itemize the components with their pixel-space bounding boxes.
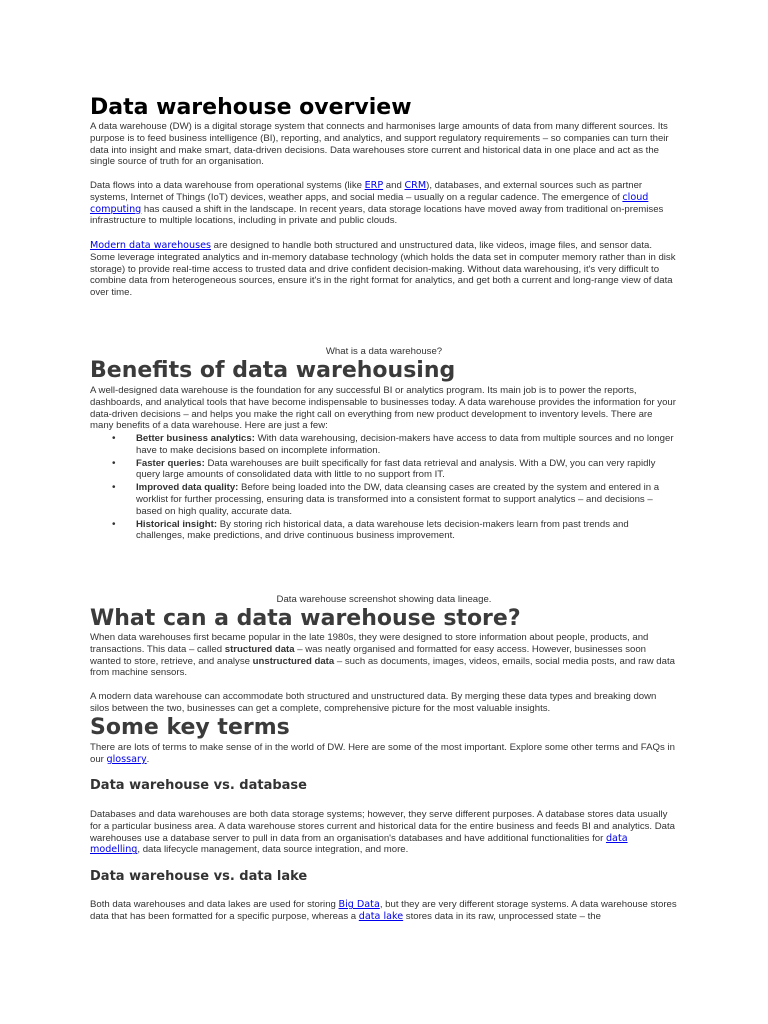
benefits-list — [112, 433, 678, 543]
text-span: ), databases, and external sources such as partner systems, Internet of Things (IoT) devices, weather apps, and social media – usually on a regular cadence. The emergence of — [90, 180, 643, 203]
data-modelling-link[interactable]: data modelling — [90, 832, 628, 856]
bullet-icon: • — [112, 433, 116, 444]
store-heading: What can a data warehouse store? — [90, 606, 521, 631]
dw-vs-data-lake-paragraph — [90, 899, 678, 923]
text-span: – was neatly organised and formatted for easy access. However, businesses soon wanted to store, retrieve, and analyse — [90, 643, 647, 667]
text-span: are designed to handle both structured and unstructured data, like videos, image files, and sensor data. Some leverage integrated analytics and in-memory database technology (which holds the data set in computer memory rather than in disk storage) to provide real-time access to trusted data and drive confident decision-making. Without data warehousing, it's very difficult to combine data from heterogeneous sources, ensure it's in the right format for analytics, and get both a current and long-range view of data over time. — [90, 240, 676, 299]
image-caption-what-is: What is a data warehouse? — [325, 346, 443, 357]
item-text: Data warehouses are built specifically for fast data retrieval and analysis. With a DW, you can very rapidly query large amounts of consolidated data with little to no support from IT. — [136, 457, 656, 481]
page-title: Data warehouse overview — [90, 95, 412, 120]
item-text: With data warehousing, decision-makers have access to data from multiple sources and no longer have to make decisions based on incomplete information. — [136, 433, 674, 456]
bold-term: structured data — [224, 643, 295, 655]
key-terms-heading: Some key terms — [90, 715, 290, 740]
text-span: , but they are very different storage systems. A data warehouse stores data that has been formatted for a specific purpose, whereas a — [90, 899, 677, 922]
modern-data-warehouses-link[interactable]: Modern data warehouses — [90, 240, 211, 251]
cloud-computing-link[interactable]: cloud computing — [90, 191, 649, 215]
image-caption-data-lineage: Data warehouse screenshot showing data lineage. — [276, 594, 492, 605]
list-item — [112, 433, 678, 457]
glossary-link[interactable]: glossary — [106, 753, 147, 765]
benefits-intro: A well-designed data warehouse is the foundation for any successful BI or analytics program. Its main job is to power the reports, dashboards, and analytical tools that have become indispensable to businesses today. A data warehouse provides the information for your data-driven decisions – and helps you make the right call on everything from new product development to inventory levels. There are many benefits of a data warehouse. Here are just a few: — [90, 385, 676, 432]
erp-link[interactable]: ERP — [364, 180, 384, 191]
dw-vs-data-lake-heading: Data warehouse vs. data lake — [90, 869, 308, 884]
bullet-icon: • — [112, 518, 116, 530]
item-label: Historical insight: — [136, 518, 218, 530]
benefits-heading: Benefits of data warehousing — [90, 358, 456, 383]
dw-vs-database-paragraph — [90, 809, 678, 856]
dw-vs-database-heading: Data warehouse vs. database — [90, 778, 307, 793]
data-lake-link[interactable]: data lake — [358, 910, 404, 922]
list-item — [112, 458, 678, 482]
overview-paragraph-3 — [90, 240, 678, 299]
text-span: Data flows into a data warehouse from operational systems (like — [90, 180, 365, 191]
bold-term: unstructured data — [252, 655, 335, 667]
item-label: Improved data quality: — [136, 482, 239, 494]
text-span: has caused a shift in the landscape. In recent years, data storage locations have moved away from traditional on-premises infrastructure to multiple locations, including in private and public clouds. — [90, 203, 664, 227]
store-paragraph-1 — [90, 632, 678, 679]
overview-paragraph-2 — [90, 180, 678, 227]
bullet-icon: • — [112, 457, 116, 469]
text-span: When data warehouses first became popular in the late 1980s, they were designed to store information about people, products, and transactions. This data – called — [90, 632, 649, 655]
text-span: . — [146, 753, 150, 765]
text-span: – such as documents, images, videos, emails, social media posts, and raw data from machine sensors. — [90, 655, 675, 679]
text-span: There are lots of terms to make sense of in the world of DW. Here are some of the most important. Explore some other terms and FAQs in our — [90, 742, 675, 765]
list-item — [112, 482, 678, 517]
text-span: , data lifecycle management, data source integration, and more. — [137, 844, 409, 856]
text-span: and — [383, 180, 405, 191]
item-text: By storing rich historical data, a data warehouse lets decision-makers learn from past trends and challenges, make predictions, and drive continuous business improvement. — [136, 518, 629, 542]
store-paragraph-2: A modern data warehouse can accommodate both structured and unstructured data. By merging these data types and breaking down silos between the two, businesses can get a complete, comprehensive picture for the most valuable insights. — [90, 691, 657, 714]
crm-link[interactable]: CRM — [404, 180, 427, 191]
big-data-link[interactable]: Big Data — [338, 899, 380, 910]
overview-paragraph-1: A data warehouse (DW) is a digital storage system that connects and harmonises large amounts of data from many different sources. Its purpose is to feed business intelligence (BI), reporting, and analytics, and support regulatory requirements – so companies can turn their data into insight and make smart, data-driven decisions. Data warehouses store current and historical data in one place and act as the single source of truth for an organisation. — [90, 121, 669, 168]
list-item — [112, 519, 678, 543]
key-terms-paragraph — [90, 742, 678, 766]
text-span: Databases and data warehouses are both data storage systems; however, they serve different purposes. A database stores data usually for a particular business area. A data warehouse stores current and historical data for the entire business and feeds BI and analytics. Data warehouses use a database server to pull in data from an organisation's databases and have additional functionalities for — [90, 809, 676, 844]
text-span: Both data warehouses and data lakes are used for storing — [90, 899, 339, 910]
bullet-icon: • — [112, 482, 116, 494]
item-label: Better business analytics: — [136, 433, 255, 444]
text-span: stores data in its raw, unprocessed state – the — [403, 910, 601, 922]
item-label: Faster queries: — [136, 457, 205, 469]
item-text: Before being loaded into the DW, data cleansing cases are created by the system and entered in a worklist for further processing, ensuring data is transformed into a consistent format to support analytics – and decisions – based on high quality, accurate data. — [136, 482, 660, 517]
